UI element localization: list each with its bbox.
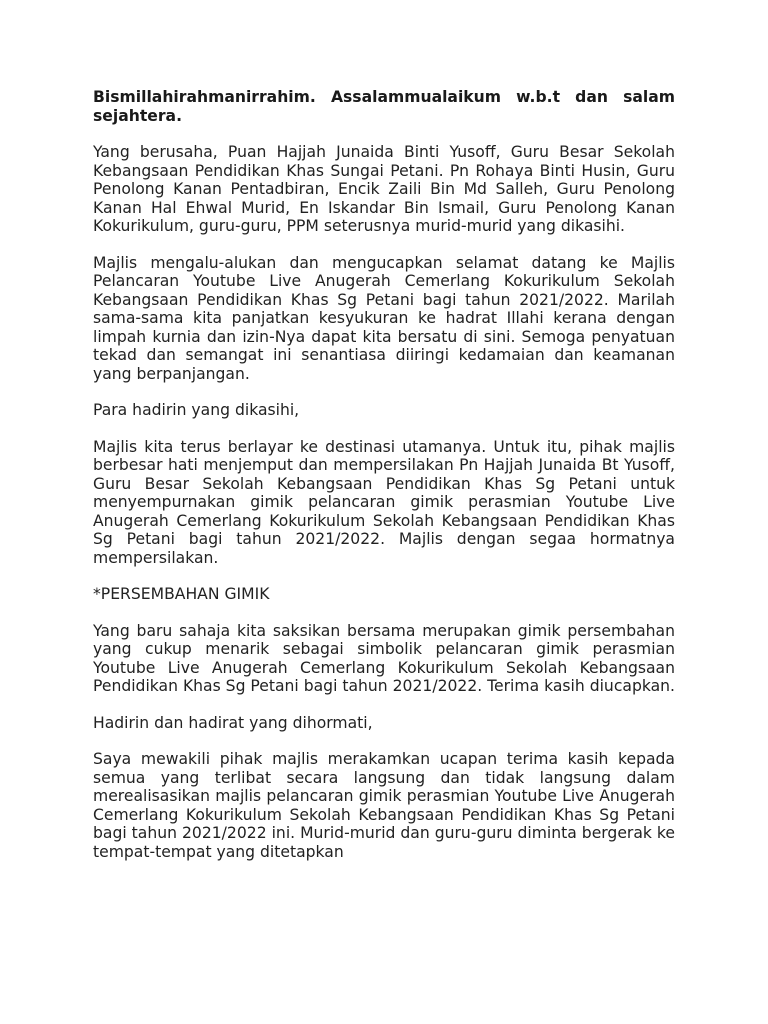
greeting-heading: Bismillahirahmanirrahim. Assalammualaikum w.b.t dan salam sejahtera. xyxy=(93,88,675,125)
paragraph-gimmick-summary: Yang baru sahaja kita saksikan bersama merupakan gimik persembahan yang cukup menarik sebagai simbolik pelancaran gimik perasmian Youtube Live Anugerah Cemerlang Kokurikulum Sekolah Kebangsaan Pendidikan Khas Sg Petani bagi tahun 2021/2022. Terima kasih diucapkan. xyxy=(93,621,675,695)
paragraph-thanks: Saya mewakili pihak majlis merakamkan ucapan terima kasih kepada semua yang terlibat secara langsung dan tidak langsung dalam merealisasikan majlis pelancaran gimik perasmian Youtube Live Anugerah Cemerlang Kokurikulum Sekolah Kebangsaan Pendidikan Khas Sg Petani bagi tahun 2021/2022 ini. Murid-murid dan guru-guru diminta bergerak ke tempat-tempat yang ditetapkan xyxy=(93,750,675,861)
paragraph-gimmick-note: *PERSEMBAHAN GIMIK xyxy=(93,585,270,603)
paragraph-welcome: Majlis mengalu-alukan dan mengucapkan selamat datang ke Majlis Pelancaran Youtube Live Anugerah Cemerlang Kokurikulum Sekolah Kebangsaan Pendidikan Khas Sg Petani bagi tahun 2021/2022. Marilah sama-sama kita panjatkan kesyukuran ke hadrat Illahi kerana dengan limpah kurnia dan izin-Nya dapat kita bersatu di sini. Semoga penyatuan tekad dan semangat ini senantiasa diiringi kedamaian dan keamanan yang berpanjangan. xyxy=(93,253,675,383)
paragraph-address-audience: Para hadirin yang dikasihi, xyxy=(93,401,300,419)
paragraph-invitation: Majlis kita terus berlayar ke destinasi utamanya. Untuk itu, pihak majlis berbesar hati menjemput dan mempersilakan Pn Hajjah Junaida Bt Yusoff, Guru Besar Sekolah Kebangsaan Pendidikan Khas Sg Petani untuk menyempurnakan gimik pelancaran gimik perasmian Youtube Live Anugerah Cemerlang Kokurikulum Sekolah Kebangsaan Pendidikan Khas Sg Petani bagi tahun 2021/2022. Majlis dengan segaa hormatnya mempersilakan. xyxy=(93,437,675,567)
paragraph-address-guests: Hadirin dan hadirat yang dihormati, xyxy=(93,713,373,732)
document-page xyxy=(93,88,675,879)
paragraph-salutation: Yang berusaha, Puan Hajjah Junaida Binti Yusoff, Guru Besar Sekolah Kebangsaan Pendidikan Khas Sungai Petani. Pn Rohaya Binti Husin, Guru Penolong Kanan Pentadbiran, Encik Zaili Bin Md Salleh, Guru Penolong Kanan Hal Ehwal Murid, En Iskandar Bin Ismail, Guru Penolong Kanan Kokurikulum, guru-guru, PPM seterusnya murid-murid yang dikasihi. xyxy=(93,143,675,235)
